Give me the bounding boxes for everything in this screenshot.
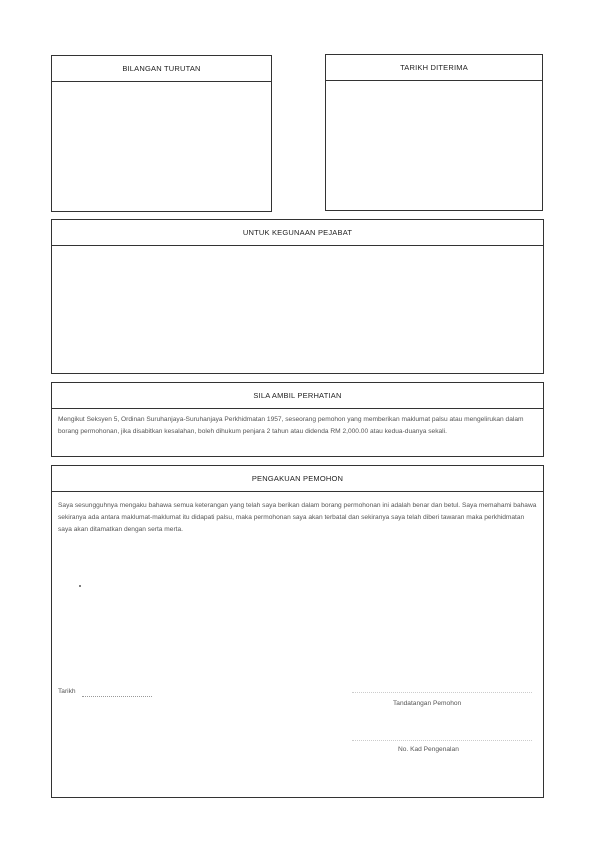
tarikh-label: Tarikh — [58, 688, 76, 695]
pengakuan-pemohon-text: Saya sesungguhnya mengaku bahawa semua keterangan yang telah saya berikan dalam borang permohonan ini adalah benar dan betul. Saya memahami bahawa sekiranya ada antara maklumat-maklumat itu didapati palsu, maka permohonan saya akan terbatal dan sekiranya saya telah diberi tawaran maka perkhidmatan saya akan ditamatkan dengan serta merta. — [58, 502, 537, 533]
kad-pengenalan-label: No. Kad Pengenalan — [398, 746, 459, 753]
tarikh-dotted-line — [82, 696, 152, 697]
tandatangan-pemohon-label: Tandatangan Pemohon — [393, 700, 462, 707]
sila-ambil-perhatian-box — [51, 382, 544, 457]
scan-speck — [79, 585, 81, 587]
tarikh-diterima-box — [325, 54, 543, 211]
pengakuan-pemohon-box — [51, 465, 544, 798]
tandatangan-dotted-line — [352, 692, 532, 693]
kegunaan-pejabat-box — [51, 219, 544, 374]
bilangan-turutan-title: BILANGAN TURUTAN — [52, 56, 271, 82]
tarikh-diterima-title: TARIKH DITERIMA — [326, 55, 542, 81]
sila-ambil-perhatian-text: Mengikut Seksyen 5, Ordinan Suruhanjaya-Suruhanjaya Perkhidmatan 1957, seseorang pemohon yang memberikan maklumat palsu atau mengelirukan dalam borang permohonan, jika disabitkan kesalahan, boleh dihukum penjara 2 tahun atau didenda RM 2,000.00 atau kedua-duanya sekali. — [58, 416, 524, 435]
kad-pengenalan-dotted-line — [352, 740, 532, 741]
sila-ambil-perhatian-title: SILA AMBIL PERHATIAN — [52, 383, 543, 409]
bilangan-turutan-box — [51, 55, 272, 212]
pengakuan-pemohon-title: PENGAKUAN PEMOHON — [52, 466, 543, 492]
kegunaan-pejabat-title: UNTUK KEGUNAAN PEJABAT — [52, 220, 543, 246]
